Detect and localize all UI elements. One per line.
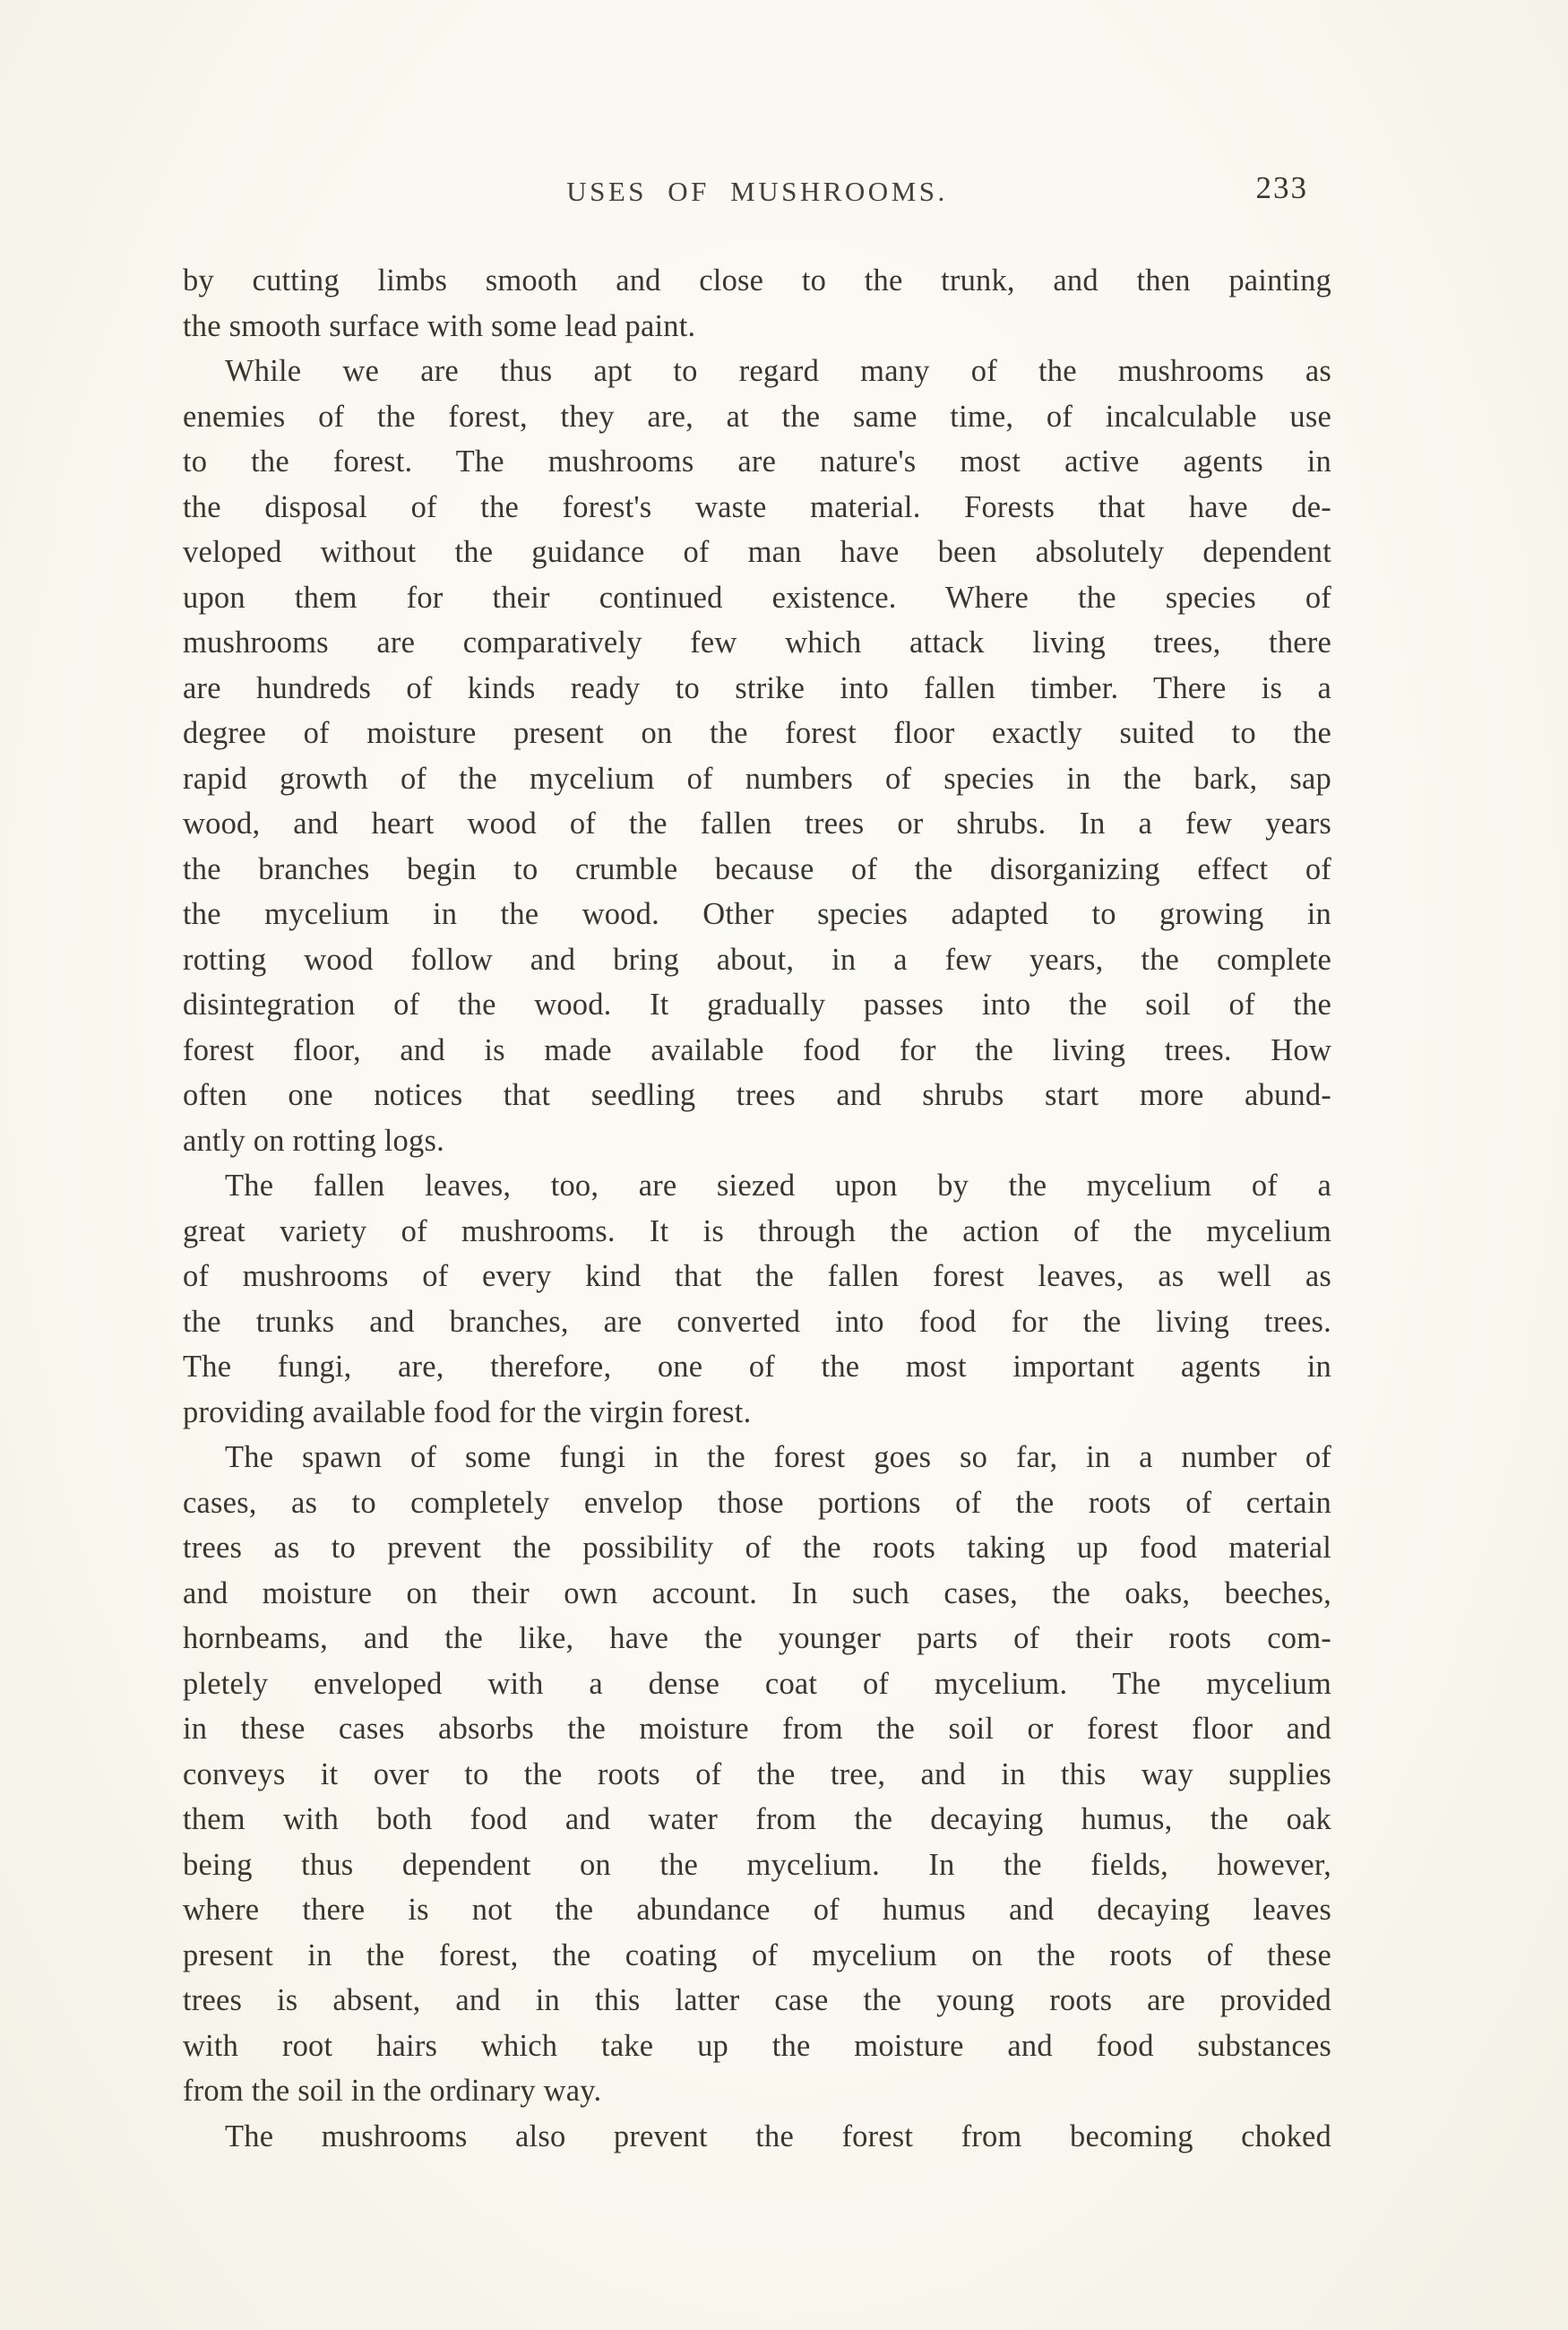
text-line: the mycelium in the wood. Other species adapted to growing in — [183, 897, 1331, 931]
text-line: in these cases absorbs the moisture from the soil or forest floor and — [183, 1712, 1331, 1746]
text-line: The spawn of some fungi in the forest goes so far, in a number of — [225, 1440, 1331, 1474]
text-line: disintegration of the wood. It gradually passes into the soil of the — [183, 988, 1331, 1022]
text-line: The fungi, are, therefore, one of the most important agents in — [183, 1350, 1331, 1384]
paragraph — [183, 349, 1331, 1163]
text-line: upon them for their continued existence. Where the species of — [183, 580, 1331, 615]
text-line: veloped without the guidance of man have been absolutely dependent — [183, 535, 1331, 569]
paragraph — [183, 258, 1331, 349]
text-line: wood, and heart wood of the fallen trees or shrubs. In a few years — [183, 807, 1331, 841]
page-header — [183, 170, 1331, 220]
text-line: The mushrooms also prevent the forest from becoming choked — [225, 2119, 1331, 2153]
text-line: with root hairs which take up the moisture and food substances — [183, 2028, 1331, 2063]
text-line: pletely enveloped with a dense coat of mycelium. The mycelium — [183, 1666, 1331, 1701]
text-line: them with both food and water from the decaying humus, the oak — [183, 1802, 1331, 1836]
text-line: hornbeams, and the like, have the younger parts of their roots com- — [183, 1621, 1331, 1655]
page-number: 233 — [1255, 170, 1308, 205]
text-line: present in the forest, the coating of mycelium on the roots of these — [183, 1937, 1331, 1972]
text-line: and moisture on their own account. In such cases, the oaks, beeches, — [183, 1575, 1331, 1610]
text-line: often one notices that seedling trees and shrubs start more abund- — [183, 1078, 1331, 1112]
text-line: of mushrooms of every kind that the fallen forest leaves, as well as — [183, 1259, 1331, 1293]
text-line: The fallen leaves, too, are siezed upon by the mycelium of a — [225, 1169, 1331, 1203]
paragraph — [183, 1435, 1331, 2114]
text-line: great variety of mushrooms. It is through the action of the mycelium — [183, 1213, 1331, 1248]
text-line: the disposal of the forest's waste material. Forests that have de- — [183, 489, 1331, 524]
text-line: cases, as to completely envelop those portions of the roots of certain — [183, 1485, 1331, 1520]
text-line: providing available food for the virgin forest. — [183, 1394, 752, 1429]
paragraph — [183, 1163, 1331, 1435]
text-line: conveys it over to the roots of the tree, and in this way supplies — [183, 1756, 1331, 1791]
text-line: trees as to prevent the possibility of the roots taking up food material — [183, 1531, 1331, 1565]
text-line: rapid growth of the mycelium of numbers of species in the bark, sap — [183, 761, 1331, 796]
text-line: enemies of the forest, they are, at the same time, of incalculable use — [183, 399, 1331, 434]
text-line: by cutting limbs smooth and close to the trunk, and then painting — [183, 263, 1331, 298]
text-line: from the soil in the ordinary way. — [183, 2074, 602, 2108]
text-line: antly on rotting logs. — [183, 1123, 444, 1158]
text-line: the smooth surface with some lead paint. — [183, 308, 696, 343]
text-line: the trunks and branches, are converted into food for the living trees. — [183, 1304, 1331, 1339]
running-title: USES OF MUSHROOMS. — [566, 176, 948, 207]
text-line: rotting wood follow and bring about, in a few years, the complete — [183, 942, 1331, 977]
text-line: mushrooms are comparatively few which attack living trees, there — [183, 626, 1331, 660]
text-line: degree of moisture present on the forest floor exactly suited to the — [183, 716, 1331, 750]
text-line: where there is not the abundance of humus and decaying leaves — [183, 1893, 1331, 1927]
text-line: the branches begin to crumble because of the disorganizing effect of — [183, 851, 1331, 886]
text-line: While we are thus apt to regard many of the mushrooms as — [225, 354, 1331, 388]
text-line: being thus dependent on the mycelium. In the fields, however, — [183, 1847, 1331, 1882]
paragraph — [183, 2114, 1331, 2160]
text-line: forest floor, and is made available food for the living trees. How — [183, 1032, 1331, 1067]
text-line: to the forest. The mushrooms are nature's most active agents in — [183, 444, 1331, 479]
text-block — [183, 258, 1331, 2159]
text-line: trees is absent, and in this latter case the young roots are provided — [183, 1983, 1331, 2017]
text-line: are hundreds of kinds ready to strike into fallen timber. There is a — [183, 670, 1331, 705]
